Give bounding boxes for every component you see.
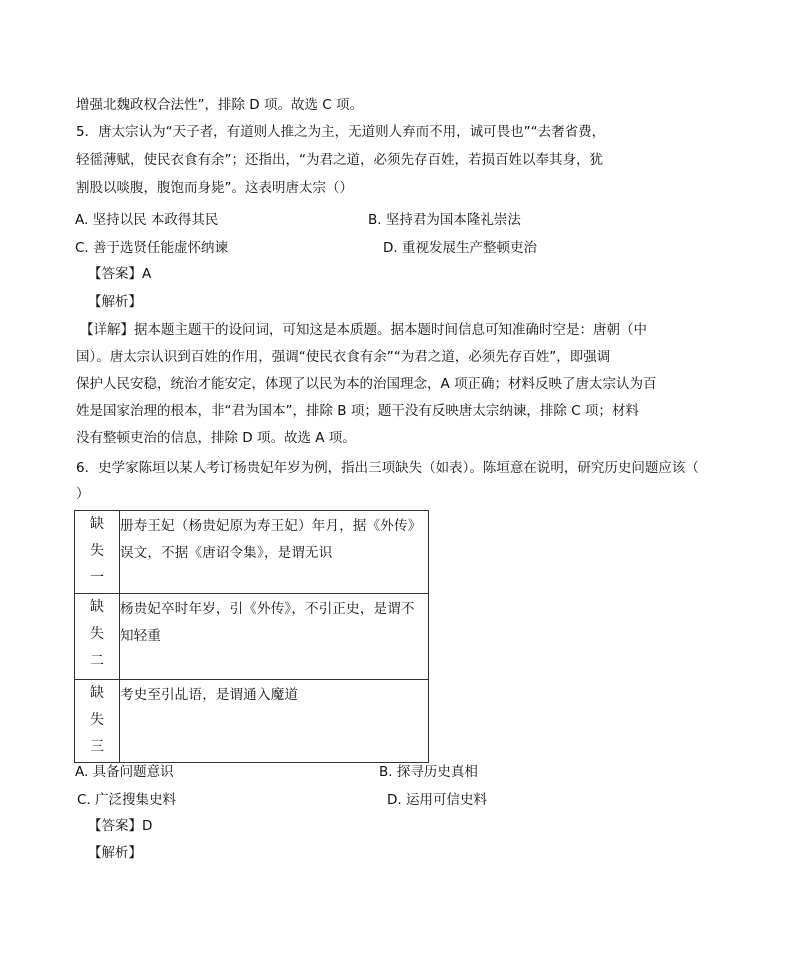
table-text-cell	[120, 594, 429, 680]
q5-detail-line: 保护人民安稳，统治才能安定，体现了以民为本的治国理念，A 项正确；材料反映了唐太宗认为百	[76, 376, 657, 392]
q5-detail-line: 国）。唐太宗认识到百姓的作用，强调“使民衣食有余”“为君之道，必须先存百姓”，即强调	[76, 349, 611, 365]
label-char: 一	[90, 570, 104, 586]
q6-option-b: B. 探寻历史真相	[379, 764, 478, 780]
label-char: 失	[90, 543, 104, 559]
q5-option-d: D. 重视发展生产整顿吏治	[383, 240, 537, 256]
cell-text-line: 杨贵妃卒时年岁，引《外传》，不引正史，是谓不	[120, 601, 415, 617]
label-char: 缺	[90, 685, 104, 701]
q6-stem-line: ）	[76, 486, 90, 502]
table-row	[75, 594, 429, 680]
q5-analysis-heading: 【解析】	[88, 294, 142, 310]
q5-answer: 【答案】A	[88, 266, 152, 282]
q5-detail-line: 【详解】据本题主题干的设问词，可知这是本质题。据本题时间信息可知准确时空是：唐朝（中	[80, 322, 647, 338]
q5-option-b: B. 坚持君为国本隆礼崇法	[368, 212, 521, 228]
q6-option-a: A. 具备问题意识	[75, 764, 174, 780]
q5-stem-line: 割股以啖腹，腹饱而身毙”。这表明唐太宗（）	[76, 180, 353, 196]
q5-detail-line: 没有整顿吏治的信息，排除 D 项。故选 A 项。	[76, 430, 356, 446]
q5-option-a: A. 坚持以民 本政得其民	[75, 212, 219, 228]
table-text-cell	[120, 511, 429, 594]
label-char: 失	[90, 712, 104, 728]
q5-stem-line: 轻徭薄赋，使民衣食有余”；还指出，“为君之道，必须先存百姓，若损百姓以奉其身，犹	[76, 152, 603, 168]
cell-text-line: 知轻重	[120, 628, 162, 644]
q6-stem-line: 6．史学家陈垣以某人考订杨贵妃年岁为例，指出三项缺失（如表）。陈垣意在说明，研究历史问题应该（	[76, 460, 699, 476]
intro-line: 增强北魏政权合法性”，排除 D 项。故选 C 项。	[76, 97, 363, 113]
q5-detail-line: 姓是国家治理的根本，非“君为国本”，排除 B 项；题干没有反映唐太宗纳谏，排除 C 项；材料	[76, 403, 639, 419]
table-text-cell	[120, 680, 429, 763]
table-row	[75, 511, 429, 594]
cell-text-line: 册寿王妃（杨贵妃原为寿王妃）年月，据《外传》	[120, 518, 422, 534]
table-label-cell	[75, 511, 120, 594]
q6-answer: 【答案】D	[88, 818, 153, 834]
q5-stem-line: 5．唐太宗认为“天子者，有道则人推之为主，无道则人弃而不用，诚可畏也”“去奢省费，	[76, 124, 606, 140]
label-char: 三	[90, 739, 104, 755]
q6-table	[74, 510, 429, 763]
table-label-cell	[75, 680, 120, 763]
label-char: 二	[90, 653, 104, 669]
q6-option-d: D. 运用可信史料	[387, 792, 487, 808]
cell-text-line: 考史至引乩语，是谓通入魔道	[120, 687, 299, 703]
cell-text-line: 误文，不据《唐诏令集》，是谓无识	[120, 545, 333, 561]
label-char: 缺	[90, 599, 104, 615]
table-row	[75, 680, 429, 763]
q5-option-c: C. 善于选贤任能虚怀纳谏	[75, 240, 229, 256]
label-char: 缺	[90, 516, 104, 532]
q6-option-c: C. 广泛搜集史料	[77, 792, 177, 808]
table-label-cell	[75, 594, 120, 680]
q6-analysis-heading: 【解析】	[88, 845, 142, 861]
label-char: 失	[90, 626, 104, 642]
